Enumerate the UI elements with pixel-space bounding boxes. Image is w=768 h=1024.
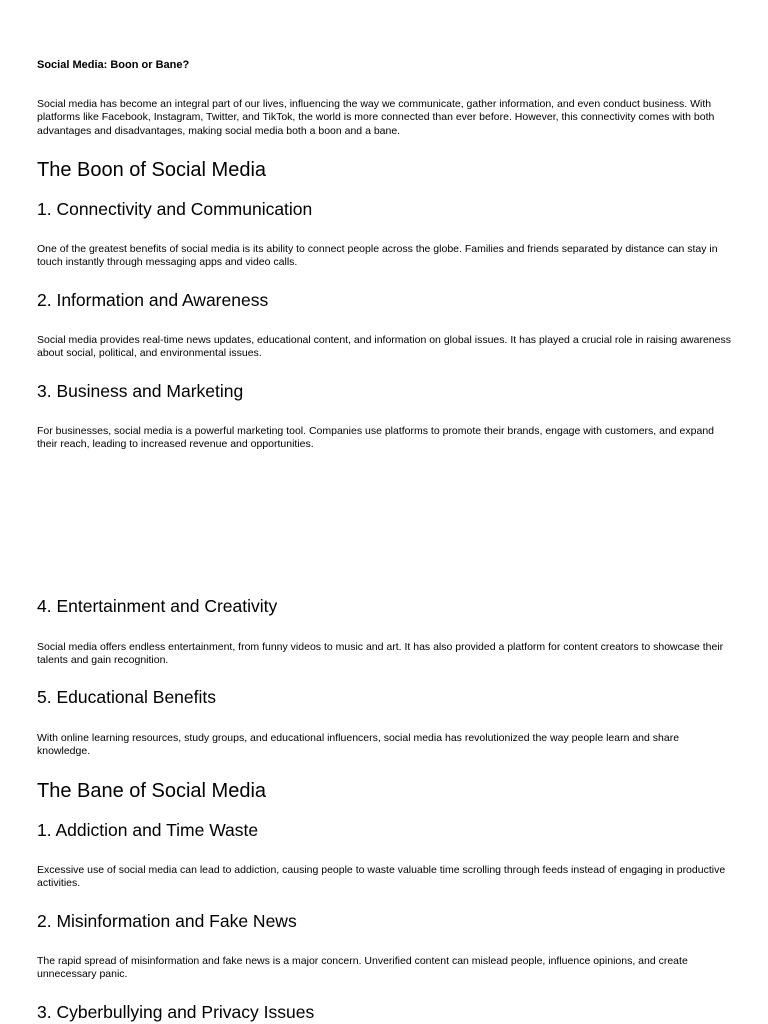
boon-section-heading: The Boon of Social Media <box>37 159 267 181</box>
bane-item-2-heading: 2. Misinformation and Fake News <box>37 911 297 931</box>
boon-item-1-heading: 1. Connectivity and Communication <box>37 199 313 219</box>
boon-item-5-text: With online learning resources, study groups, and educational influencers, social media has revolutionized the way people learn and share knowledge. <box>37 732 680 758</box>
boon-item-3-heading: 3. Business and Marketing <box>37 381 244 401</box>
boon-item-3-text: For businesses, social media is a powerful marketing tool. Companies use platforms to promote their brands, engage with customers, and expand their reach, leading to increased revenue and opportunities. <box>37 425 715 451</box>
boon-item-2-heading: 2. Information and Awareness <box>37 290 269 310</box>
boon-item-2-text: Social media provides real-time news updates, educational content, and information on global issues. It has played a crucial role in raising awareness about social, political, and environmental issues. <box>37 334 731 360</box>
intro-paragraph: Social media has become an integral part of our lives, influencing the way we communicate, gather information, and even conduct business. With platforms like Facebook, Instagram, Twitter, and TikTok, the world is more connected than ever before. However, this connectivity comes with both advantages and disadvantages, making social media both a boon and a bane. <box>37 98 715 137</box>
document-title: Social Media: Boon or Bane? <box>37 59 190 71</box>
bane-item-3-heading: 3. Cyberbullying and Privacy Issues <box>37 1002 315 1022</box>
bane-item-1-text: Excessive use of social media can lead to addiction, causing people to waste valuable time scrolling through feeds instead of engaging in productive activities. <box>37 864 726 890</box>
boon-item-5-heading: 5. Educational Benefits <box>37 687 217 707</box>
boon-item-4-text: Social media offers endless entertainment, from funny videos to music and art. It has also provided a platform for content creators to showcase their talents and gain recognition. <box>37 641 724 667</box>
bane-section-heading: The Bane of Social Media <box>37 780 267 802</box>
bane-item-1-heading: 1. Addiction and Time Waste <box>37 820 259 840</box>
bane-item-2-text: The rapid spread of misinformation and fake news is a major concern. Unverified content can mislead people, influence opinions, and create unnecessary panic. <box>37 955 688 981</box>
boon-item-4-heading: 4. Entertainment and Creativity <box>37 596 278 616</box>
boon-item-1-text: One of the greatest benefits of social media is its ability to connect people across the globe. Families and friends separated by distance can stay in touch instantly through messaging apps and video calls. <box>37 243 718 269</box>
